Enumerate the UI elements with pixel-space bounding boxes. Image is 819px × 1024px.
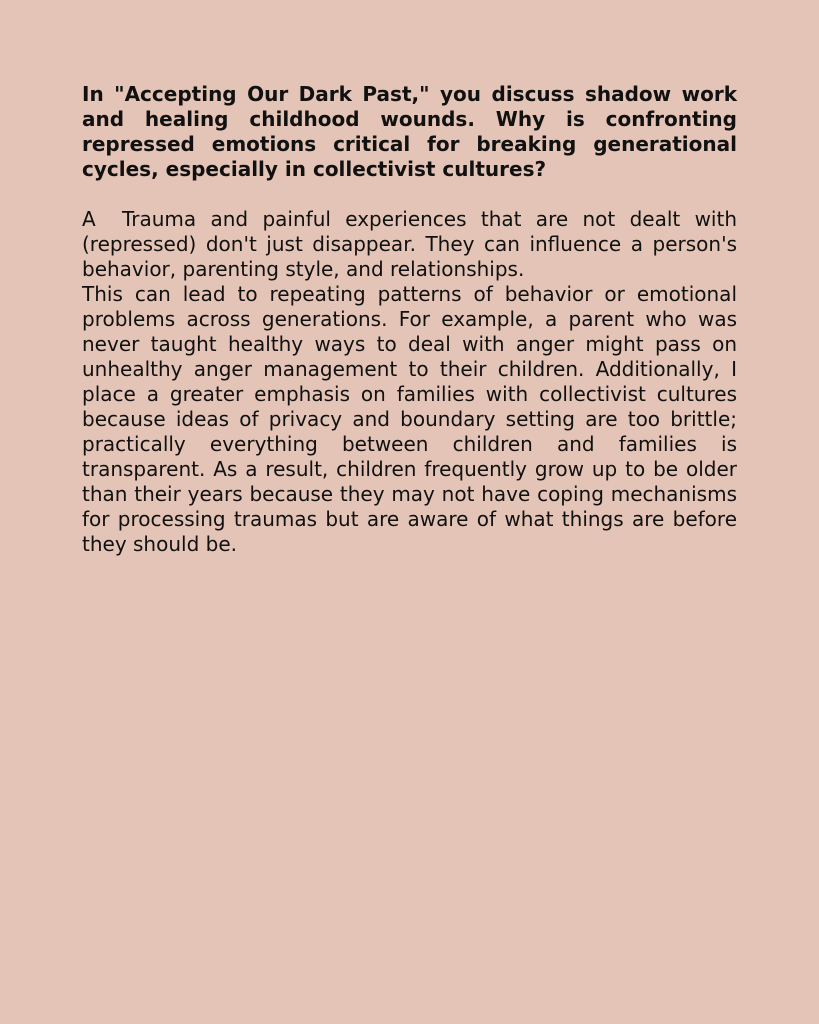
interview-answer — [82, 207, 737, 557]
interview-question: In "Accepting Our Dark Past," you discuss shadow work and healing childhood wounds. Why is confronting repressed emotions critical for breaking generational cycles, especially in collectivist cultures? — [82, 82, 737, 181]
answer-marker: A — [82, 207, 96, 231]
document-page — [82, 82, 737, 557]
answer-paragraph — [82, 207, 737, 282]
answer-paragraph: This can lead to repeating patterns of behavior or emotional problems across generations. For example, a parent who was never taught healthy ways to deal with anger might pass on unhealthy anger management to their children. Additionally, I place a greater emphasis on families with collectivist cultures because ideas of privacy and boundary setting are too brittle; practically everything between children and families is transparent. As a result, children frequently grow up to be older than their years because they may not have coping mechanisms for processing traumas but are aware of what things are before they should be. — [82, 282, 737, 556]
answer-paragraph-text: Trauma and painful experiences that are not dealt with (repressed) don't just disappear. They can influence a person's behavior, parenting style, and relationships. — [82, 207, 737, 281]
